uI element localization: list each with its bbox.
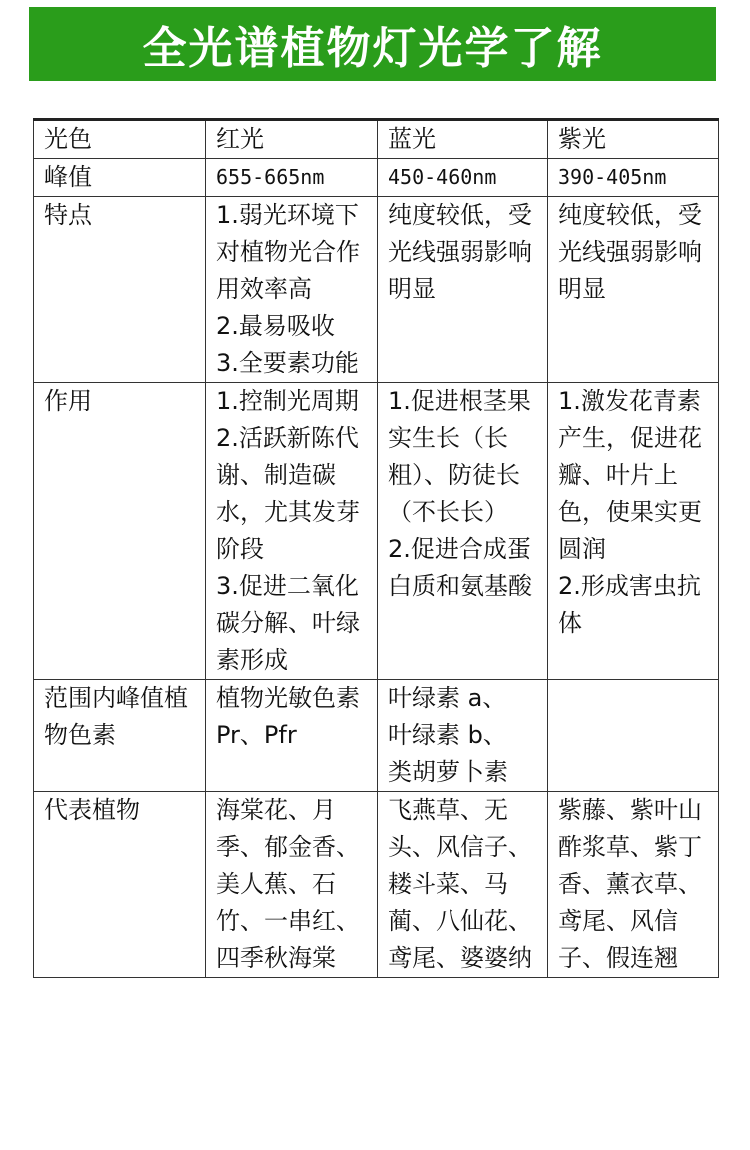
row-label-features: 特点 (34, 197, 206, 383)
cell-red-features: 1.弱光环境下对植物光合作用效率高 2.最易吸收 3.全要素功能 (206, 197, 378, 383)
row-label-effects: 作用 (34, 383, 206, 680)
header-cell-purple-light: 紫光 (548, 120, 719, 159)
cell-blue-plants: 飞燕草、无头、风信子、耧斗菜、马蔺、八仙花、鸢尾、婆婆纳 (378, 792, 548, 978)
cell-blue-peak: 450-460nm (378, 159, 548, 197)
cell-red-effects: 1.控制光周期 2.活跃新陈代谢、制造碳水，尤其发芽阶段 3.促进二氧化碳分解、叶绿素形成 (206, 383, 378, 680)
cell-purple-features: 纯度较低，受光线强弱影响明显 (548, 197, 719, 383)
table-row-plants (34, 792, 719, 978)
title-banner (29, 7, 716, 81)
header-cell-light-color: 光色 (34, 120, 206, 159)
cell-red-pigments: 植物光敏色素 Pr、Pfr (206, 680, 378, 792)
table-header-row (34, 120, 719, 159)
cell-blue-features: 纯度较低，受光线强弱影响明显 (378, 197, 548, 383)
cell-blue-effects: 1.促进根茎果实生长（长粗）、防徒长（不长长） 2.促进合成蛋白质和氨基酸 (378, 383, 548, 680)
row-label-plants: 代表植物 (34, 792, 206, 978)
cell-purple-peak: 390-405nm (548, 159, 719, 197)
table-row-effects (34, 383, 719, 680)
cell-red-plants: 海棠花、月季、郁金香、美人蕉、石竹、一串红、四季秋海棠 (206, 792, 378, 978)
table-row-features (34, 197, 719, 383)
cell-purple-pigments (548, 680, 719, 792)
table-row-pigments (34, 680, 719, 792)
cell-purple-plants: 紫藤、紫叶山酢浆草、紫丁香、薰衣草、鸢尾、风信子、假连翘 (548, 792, 719, 978)
row-label-pigments: 范围内峰值植物色素 (34, 680, 206, 792)
cell-red-peak: 655-665nm (206, 159, 378, 197)
cell-blue-pigments: 叶绿素 a、 叶绿素 b、 类胡萝卜素 (378, 680, 548, 792)
page-title: 全光谱植物灯光学了解 (142, 23, 603, 74)
header-cell-blue-light: 蓝光 (378, 120, 548, 159)
header-cell-red-light: 红光 (206, 120, 378, 159)
light-spectrum-table (33, 118, 719, 978)
row-label-peak: 峰值 (34, 159, 206, 197)
table-row-peak (34, 159, 719, 197)
cell-purple-effects: 1.激发花青素产生，促进花瓣、叶片上色，使果实更圆润 2.形成害虫抗体 (548, 383, 719, 680)
